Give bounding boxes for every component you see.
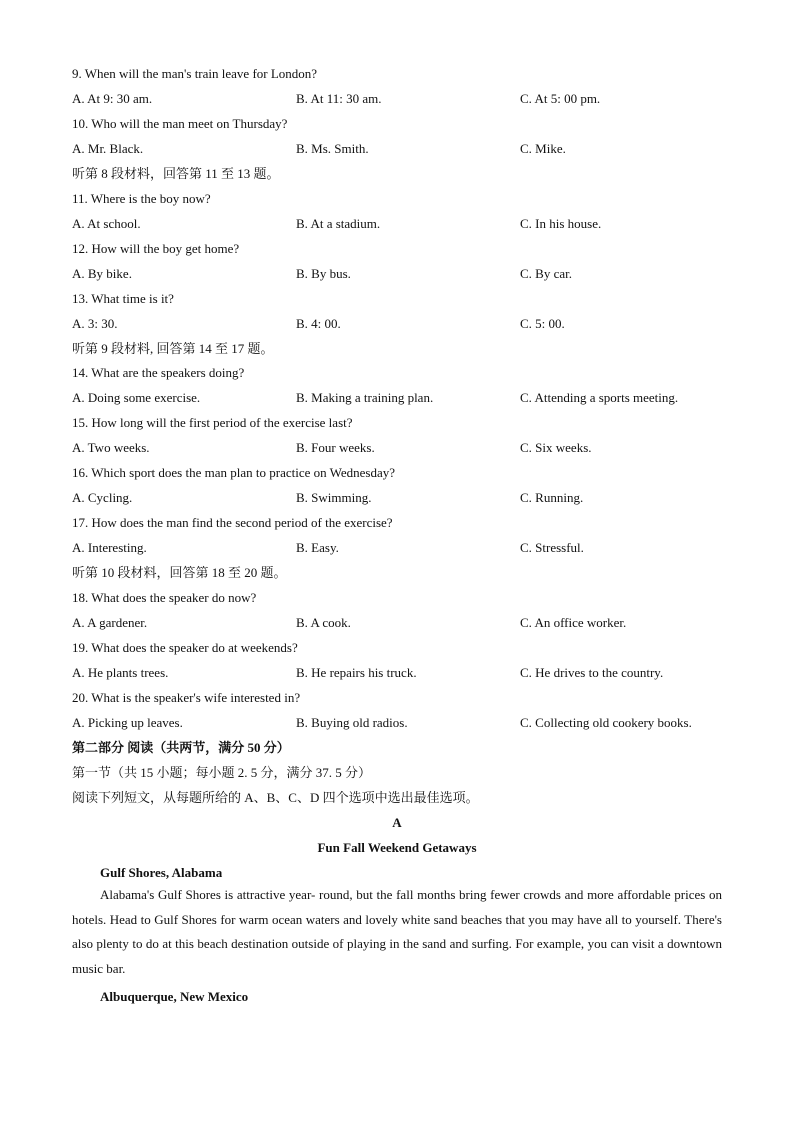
part2-section1: 第一节（共 15 小题；每小题 2. 5 分，满分 37. 5 分） xyxy=(72,765,372,780)
section-instruction-9: 听第 9 段材料, 回答第 14 至 17 题。 xyxy=(72,341,274,356)
q9-option-c: C. At 5: 00 pm. xyxy=(520,91,601,106)
q16-option-b: B. Swimming. xyxy=(296,490,372,505)
q11-option-b: B. At a stadium. xyxy=(296,216,381,231)
q14-option-b: B. Making a training plan. xyxy=(296,390,434,405)
q18-option-a: A. A gardener. xyxy=(72,615,148,630)
part2-instruction: 阅读下列短文，从每题所给的 A、B、C、D 四个选项中选出最佳选项。 xyxy=(72,790,479,805)
q15-option-a: A. Two weeks. xyxy=(72,440,150,455)
q20-option-b: B. Buying old radios. xyxy=(296,715,408,730)
q15-option-b: B. Four weeks. xyxy=(296,440,375,455)
question-11: 11. Where is the boy now? xyxy=(72,191,211,206)
q14-option-a: A. Doing some exercise. xyxy=(72,390,201,405)
part2-heading: 第二部分 阅读（共两节，满分 50 分） xyxy=(72,740,290,755)
question-18: 18. What does the speaker do now? xyxy=(72,590,257,605)
paragraph-gulf-shores: Alabama's Gulf Shores is attractive year- round, but the fall months bring fewer crowds and more affordable prices on hotels. Head to Gulf Shores for warm ocean waters and lovely white sand beaches that you may have all to yourself. There's also plenty to do at this beach destination outside of playing in the sand and surfing. For example, you can visit a downtown music bar. xyxy=(72,887,722,977)
q17-option-a: A. Interesting. xyxy=(72,540,147,555)
q13-option-b: B. 4: 00. xyxy=(296,316,341,331)
q11-option-c: C. In his house. xyxy=(520,216,602,231)
question-15: 15. How long will the first period of the exercise last? xyxy=(72,415,353,430)
q16-option-c: C. Running. xyxy=(520,490,584,505)
subheading-gulf-shores: Gulf Shores, Alabama xyxy=(100,865,223,880)
q14-option-c: C. Attending a sports meeting. xyxy=(520,390,679,405)
q16-option-a: A. Cycling. xyxy=(72,490,133,505)
question-14: 14. What are the speakers doing? xyxy=(72,365,245,380)
q19-option-a: A. He plants trees. xyxy=(72,665,169,680)
question-12: 12. How will the boy get home? xyxy=(72,241,240,256)
question-16: 16. Which sport does the man plan to practice on Wednesday? xyxy=(72,465,396,480)
question-17: 17. How does the man find the second period of the exercise? xyxy=(72,515,393,530)
q17-option-b: B. Easy. xyxy=(296,540,339,555)
subheading-albuquerque: Albuquerque, New Mexico xyxy=(100,989,249,1004)
question-9: 9. When will the man's train leave for London? xyxy=(72,66,318,81)
q10-option-a: A. Mr. Black. xyxy=(72,141,144,156)
q12-option-c: C. By car. xyxy=(520,266,572,281)
section-instruction-8: 听第 8 段材料，回答第 11 至 13 题。 xyxy=(72,166,280,181)
q18-option-c: C. An office worker. xyxy=(520,615,627,630)
question-19: 19. What does the speaker do at weekends? xyxy=(72,640,298,655)
q15-option-c: C. Six weeks. xyxy=(520,440,592,455)
q19-option-c: C. He drives to the country. xyxy=(520,665,664,680)
q20-option-c: C. Collecting old cookery books. xyxy=(520,715,692,730)
q17-option-c: C. Stressful. xyxy=(520,540,584,555)
question-10: 10. Who will the man meet on Thursday? xyxy=(72,116,288,131)
section-instruction-10: 听第 10 段材料，回答第 18 至 20 题。 xyxy=(72,565,287,580)
q13-option-a: A. 3: 30. xyxy=(72,316,118,331)
passage-letter: A xyxy=(392,815,402,830)
q18-option-b: B. A cook. xyxy=(296,615,351,630)
q9-option-a: A. At 9: 30 am. xyxy=(72,91,153,106)
q11-option-a: A. At school. xyxy=(72,216,141,231)
q9-option-b: B. At 11: 30 am. xyxy=(296,91,382,106)
q12-option-a: A. By bike. xyxy=(72,266,132,281)
question-13: 13. What time is it? xyxy=(72,291,174,306)
q10-option-b: B. Ms. Smith. xyxy=(296,141,369,156)
q13-option-c: C. 5: 00. xyxy=(520,316,565,331)
question-20: 20. What is the speaker's wife interested in? xyxy=(72,690,301,705)
q19-option-b: B. He repairs his truck. xyxy=(296,665,417,680)
q20-option-a: A. Picking up leaves. xyxy=(72,715,183,730)
q10-option-c: C. Mike. xyxy=(520,141,566,156)
q12-option-b: B. By bus. xyxy=(296,266,351,281)
passage-title: Fun Fall Weekend Getaways xyxy=(317,840,477,855)
